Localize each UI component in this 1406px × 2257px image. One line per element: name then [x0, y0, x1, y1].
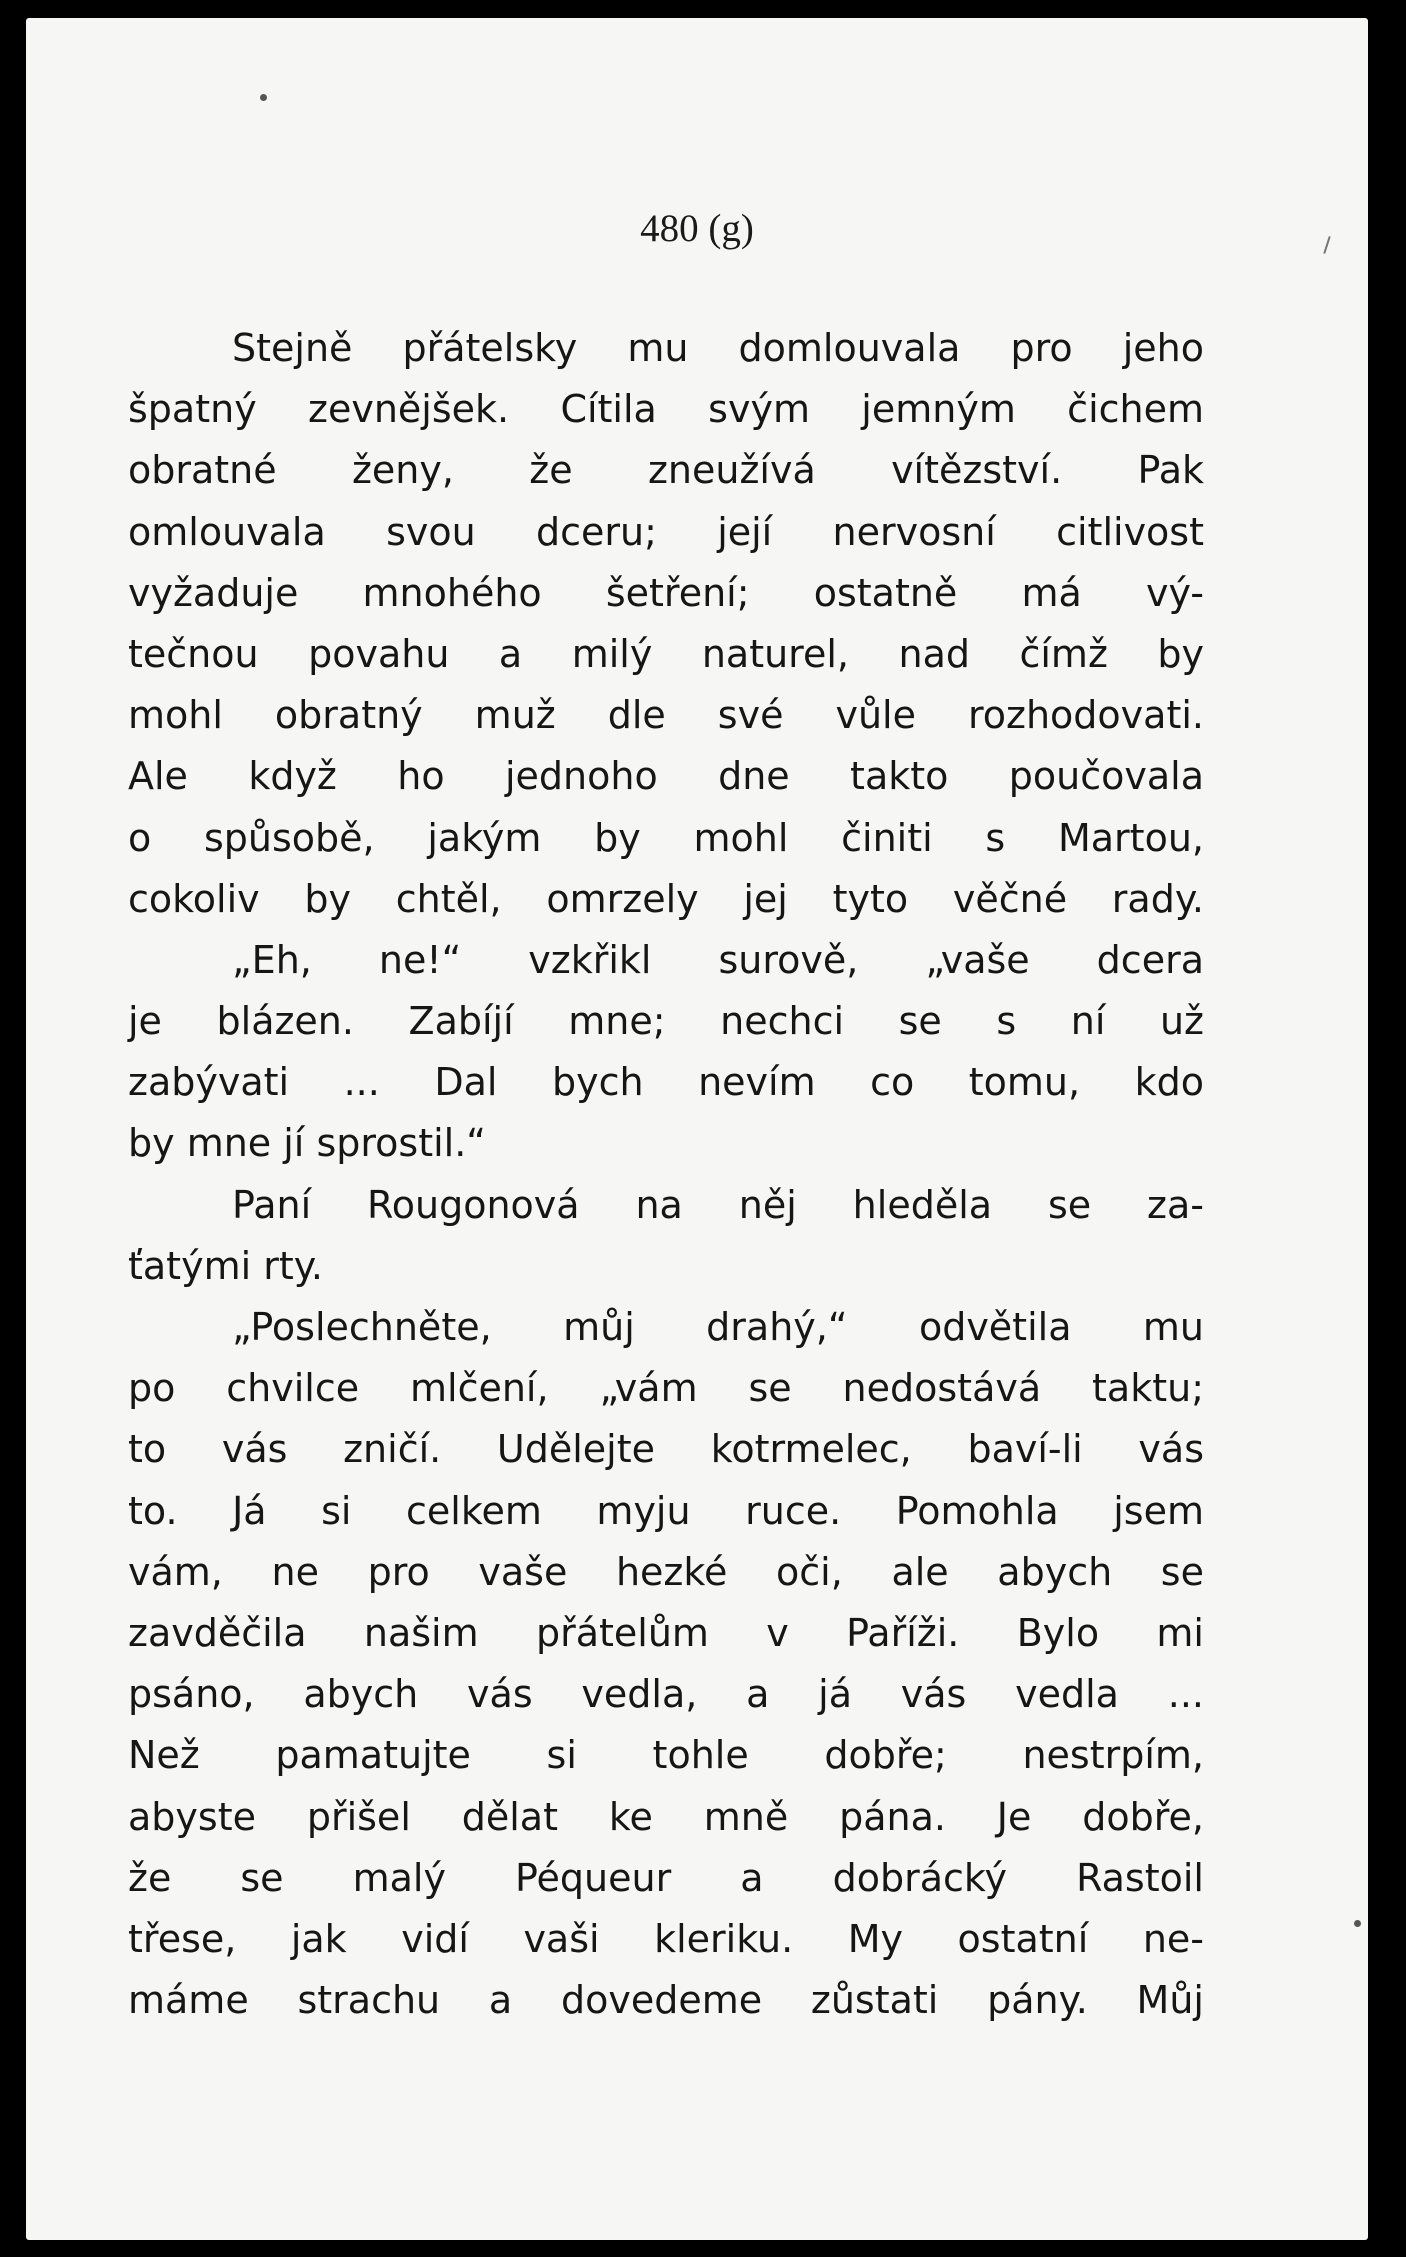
text-line: „Poslechněte, můj drahý,“ odvětila mu — [232, 1305, 1204, 1349]
text-line: tečnou povahu a milý naturel, nad čímž by — [128, 631, 1204, 676]
text-line: vyžaduje mnohého šetření; ostatně má vý- — [128, 570, 1204, 615]
text-line: zavděčila našim přátelům v Paříži. Bylo mi — [128, 1610, 1204, 1655]
book-page — [26, 18, 1368, 2240]
text-line: mohl obratný muž dle své vůle rozhodovati. — [128, 693, 1204, 738]
text-line: by mne jí sprostil.“ — [128, 1121, 486, 1166]
text-line: po chvilce mlčení, „vám se nedostává taktu; — [128, 1366, 1204, 1411]
text-line: špatný zevnějšek. Cítila svým jemným čichem — [128, 387, 1204, 432]
page-number-header: 480 (g) — [640, 207, 754, 250]
text-line: psáno, abych vás vedla, a já vás vedla ... — [128, 1672, 1204, 1717]
text-line: Paní Rougonová na něj hleděla se za- — [232, 1182, 1204, 1227]
text-line: ťatými rty. — [128, 1243, 323, 1288]
text-line: je blázen. Zabíjí mne; nechci se s ní už — [128, 999, 1204, 1044]
text-line: to. Já si celkem myju ruce. Pomohla jsem — [128, 1488, 1204, 1533]
text-line: Stejně přátelsky mu domlouvala pro jeho — [232, 326, 1204, 370]
text-line: abyste přišel dělat ke mně pána. Je dobře, — [128, 1794, 1204, 1839]
text-line: o spůsobě, jakým by mohl činiti s Martou, — [128, 815, 1204, 860]
page-speck — [1354, 1920, 1361, 1927]
text-line: zabývati ... Dal bych nevím co tomu, kdo — [128, 1060, 1204, 1105]
page-speck — [260, 94, 267, 101]
text-line: vám, ne pro vaše hezké oči, ale abych se — [128, 1549, 1204, 1594]
text-line: máme strachu a dovedeme zůstati pány. Můj — [128, 1978, 1204, 2023]
text-line: omlouvala svou dceru; její nervosní citlivost — [128, 509, 1204, 554]
text-line: „Eh, ne!“ vzkřikl surově, „vaše dcera — [232, 937, 1204, 982]
text-line: to vás zničí. Udělejte kotrmelec, baví-li vás — [128, 1427, 1204, 1472]
text-line: cokoliv by chtěl, omrzely jej tyto věčné rady. — [128, 876, 1204, 921]
page-text — [128, 318, 1204, 2031]
text-line: že se malý Péqueur a dobrácký Rastoil — [128, 1855, 1204, 1900]
text-line: obratné ženy, že zneužívá vítězství. Pak — [128, 448, 1204, 493]
text-line: Ale když ho jednoho dne takto poučovala — [128, 754, 1204, 799]
text-line: Než pamatujte si tohle dobře; nestrpím, — [128, 1733, 1204, 1778]
text-line: třese, jak vidí vaši kleriku. My ostatní ne- — [128, 1916, 1204, 1961]
